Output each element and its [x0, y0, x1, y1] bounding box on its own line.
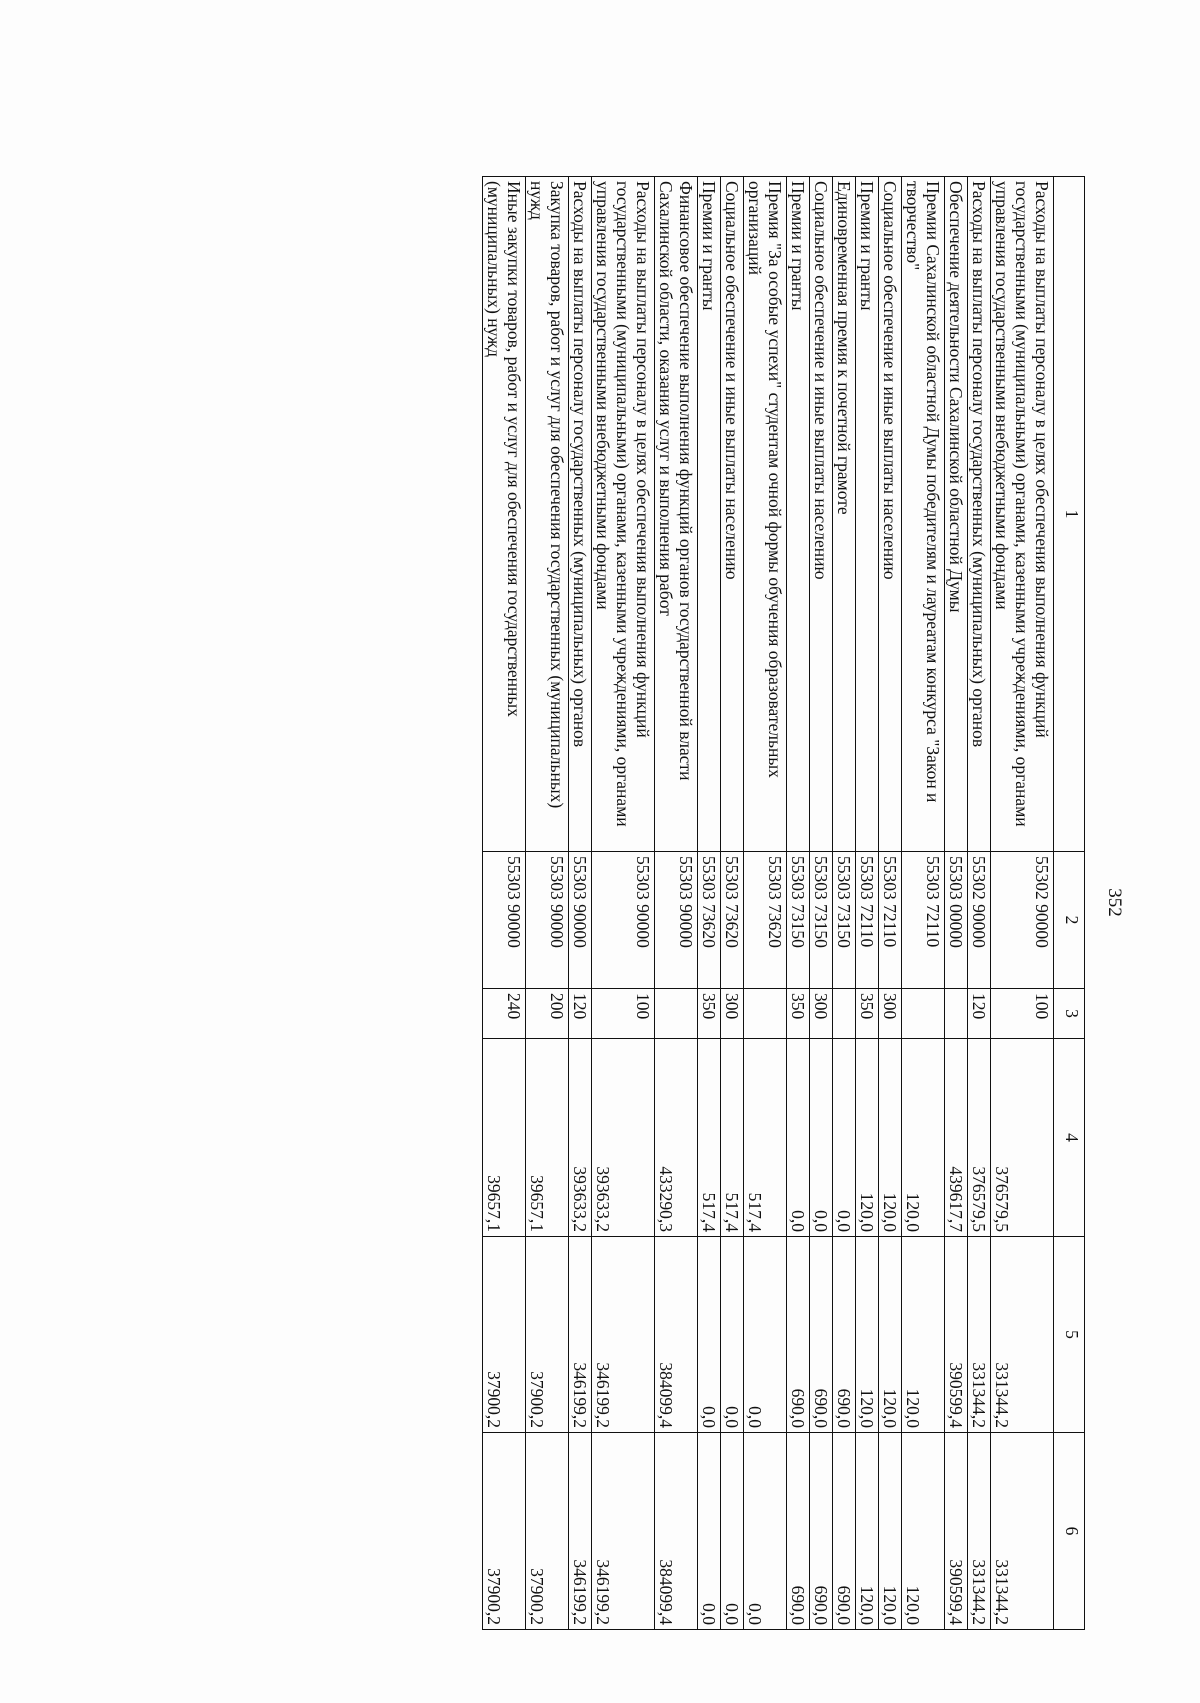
table-row	[833, 177, 856, 1630]
table-row	[655, 177, 698, 1630]
row-value-year3-cell: 37900,2	[526, 1433, 569, 1630]
row-value-year3-cell: 390599,4	[945, 1433, 968, 1630]
table-row	[698, 177, 721, 1630]
row-value-year1-cell: 120,0	[902, 1039, 945, 1237]
row-kvr-cell	[744, 989, 787, 1039]
row-value-year3-cell: 346199,2	[569, 1433, 592, 1630]
header-col-1: 1	[1054, 177, 1085, 852]
row-name-cell: Премии и гранты	[856, 177, 879, 852]
row-code-cell: 55303 73150	[787, 852, 810, 989]
row-value-year3-cell: 120,0	[856, 1433, 879, 1630]
row-value-year3-cell: 0,0	[721, 1433, 744, 1630]
row-value-year1-cell: 376579,5	[968, 1039, 991, 1237]
header-col-3: 3	[1054, 989, 1085, 1039]
row-code-cell: 55303 90000	[592, 852, 655, 989]
table-row	[856, 177, 879, 1630]
row-name-cell: Расходы на выплаты персоналу в целях обеспечения выполнения функций государственными (муниципальными) органами, казенными учреждениями, органами управления государственными внебюджетными фондами	[991, 177, 1054, 852]
row-value-year3-cell: 0,0	[744, 1433, 787, 1630]
row-value-year2-cell: 37900,2	[483, 1237, 526, 1433]
row-value-year2-cell: 346199,2	[592, 1237, 655, 1433]
row-code-cell: 55303 90000	[655, 852, 698, 989]
row-value-year2-cell: 0,0	[721, 1237, 744, 1433]
row-kvr-cell	[833, 989, 856, 1039]
table-row	[483, 177, 526, 1630]
row-value-year2-cell: 331344,2	[991, 1237, 1054, 1433]
row-name-cell: Премия "За особые успехи" студентам очной формы обучения образовательных организаций	[744, 177, 787, 852]
row-code-cell: 55303 73620	[698, 852, 721, 989]
row-value-year1-cell: 39657,1	[526, 1039, 569, 1237]
table-row	[945, 177, 968, 1630]
header-col-6: 6	[1054, 1433, 1085, 1630]
table-row	[721, 177, 744, 1630]
row-name-cell: Обеспечение деятельности Сахалинской областной Думы	[945, 177, 968, 852]
row-kvr-cell: 100	[592, 989, 655, 1039]
row-value-year2-cell: 0,0	[744, 1237, 787, 1433]
header-col-5: 5	[1054, 1237, 1085, 1433]
row-value-year1-cell: 517,4	[744, 1039, 787, 1237]
row-value-year3-cell: 346199,2	[592, 1433, 655, 1630]
row-name-cell: Социальное обеспечение и иные выплаты населению	[721, 177, 744, 852]
row-kvr-cell: 300	[879, 989, 902, 1039]
table-row	[526, 177, 569, 1630]
row-value-year1-cell: 0,0	[833, 1039, 856, 1237]
row-kvr-cell: 350	[698, 989, 721, 1039]
row-code-cell: 55303 72110	[879, 852, 902, 989]
row-value-year1-cell: 393633,2	[592, 1039, 655, 1237]
row-value-year1-cell: 0,0	[787, 1039, 810, 1237]
row-value-year2-cell: 690,0	[810, 1237, 833, 1433]
row-value-year1-cell: 39657,1	[483, 1039, 526, 1237]
table-row	[968, 177, 991, 1630]
row-value-year2-cell: 120,0	[856, 1237, 879, 1433]
row-value-year3-cell: 690,0	[787, 1433, 810, 1630]
table-row	[592, 177, 655, 1630]
row-kvr-cell: 300	[721, 989, 744, 1039]
row-kvr-cell: 350	[856, 989, 879, 1039]
row-value-year3-cell: 37900,2	[483, 1433, 526, 1630]
row-name-cell: Расходы на выплаты персоналу в целях обеспечения выполнения функций государственными (муниципальными) органами, казенными учреждениями, органами управления государственными внебюджетными фондами	[592, 177, 655, 852]
row-value-year1-cell: 433290,3	[655, 1039, 698, 1237]
row-value-year3-cell: 384099,4	[655, 1433, 698, 1630]
row-code-cell: 55303 73620	[744, 852, 787, 989]
row-value-year3-cell: 0,0	[698, 1433, 721, 1630]
row-value-year2-cell: 690,0	[833, 1237, 856, 1433]
rotated-content	[150, 176, 1125, 1629]
row-value-year3-cell: 690,0	[810, 1433, 833, 1630]
row-kvr-cell: 200	[526, 989, 569, 1039]
row-code-cell: 55303 73620	[721, 852, 744, 989]
header-col-4: 4	[1054, 1039, 1085, 1237]
row-name-cell: Единовременная премия к почетной грамоте	[833, 177, 856, 852]
row-value-year3-cell: 331344,2	[968, 1433, 991, 1630]
row-name-cell: Социальное обеспечение и иные выплаты населению	[879, 177, 902, 852]
row-value-year1-cell: 439617,7	[945, 1039, 968, 1237]
row-kvr-cell: 350	[787, 989, 810, 1039]
row-code-cell: 55302 90000	[968, 852, 991, 989]
row-kvr-cell: 120	[968, 989, 991, 1039]
row-value-year2-cell: 384099,4	[655, 1237, 698, 1433]
row-code-cell: 55303 90000	[526, 852, 569, 989]
row-value-year1-cell: 120,0	[856, 1039, 879, 1237]
row-value-year2-cell: 331344,2	[968, 1237, 991, 1433]
row-name-cell: Социальное обеспечение и иные выплаты населению	[810, 177, 833, 852]
row-value-year1-cell: 376579,5	[991, 1039, 1054, 1237]
row-name-cell: Премии и гранты	[787, 177, 810, 852]
row-value-year3-cell: 331344,2	[991, 1433, 1054, 1630]
row-value-year2-cell: 120,0	[879, 1237, 902, 1433]
table-row	[810, 177, 833, 1630]
row-kvr-cell: 120	[569, 989, 592, 1039]
table-row	[879, 177, 902, 1630]
row-name-cell: Финансовое обеспечение выполнения функций органов государственной власти Сахалинской области, оказания услуг и выполнения работ	[655, 177, 698, 852]
row-value-year2-cell: 390599,4	[945, 1237, 968, 1433]
row-name-cell: Премии Сахалинской областной Думы победителям и лауреатам конкурса "Закон и творчество"	[902, 177, 945, 852]
header-col-2: 2	[1054, 852, 1085, 989]
row-value-year1-cell: 393633,2	[569, 1039, 592, 1237]
row-code-cell: 55303 72110	[856, 852, 879, 989]
row-code-cell: 55303 00000	[945, 852, 968, 989]
row-value-year2-cell: 120,0	[902, 1237, 945, 1433]
row-code-cell: 55303 73150	[810, 852, 833, 989]
row-value-year2-cell: 690,0	[787, 1237, 810, 1433]
row-name-cell: Расходы на выплаты персоналу государственных (муниципальных) органов	[569, 177, 592, 852]
row-value-year2-cell: 346199,2	[569, 1237, 592, 1433]
row-value-year1-cell: 120,0	[879, 1039, 902, 1237]
budget-table	[482, 176, 1085, 1630]
row-value-year1-cell: 517,4	[721, 1039, 744, 1237]
row-kvr-cell	[902, 989, 945, 1039]
table-row	[787, 177, 810, 1630]
table-row	[569, 177, 592, 1630]
row-value-year3-cell: 120,0	[879, 1433, 902, 1630]
row-kvr-cell: 240	[483, 989, 526, 1039]
row-value-year1-cell: 0,0	[810, 1039, 833, 1237]
table-header	[1054, 177, 1085, 1630]
row-value-year2-cell: 37900,2	[526, 1237, 569, 1433]
row-value-year2-cell: 0,0	[698, 1237, 721, 1433]
row-name-cell: Иные закупки товаров, работ и услуг для обеспечения государственных (муниципальных) нужд	[483, 177, 526, 852]
table-body	[483, 177, 1054, 1630]
row-value-year3-cell: 690,0	[833, 1433, 856, 1630]
row-kvr-cell	[945, 989, 968, 1039]
row-name-cell: Премии и гранты	[698, 177, 721, 852]
row-value-year3-cell: 120,0	[902, 1433, 945, 1630]
row-kvr-cell: 100	[991, 989, 1054, 1039]
row-value-year1-cell: 517,4	[698, 1039, 721, 1237]
table-row	[902, 177, 945, 1630]
row-kvr-cell	[655, 989, 698, 1039]
row-code-cell: 55303 90000	[569, 852, 592, 989]
page-number: 352	[1104, 888, 1125, 917]
row-kvr-cell: 300	[810, 989, 833, 1039]
row-code-cell: 55303 72110	[902, 852, 945, 989]
table-row	[744, 177, 787, 1630]
row-code-cell: 55302 90000	[991, 852, 1054, 989]
row-name-cell: Закупка товаров, работ и услуг для обеспечения государственных (муниципальных) нужд	[526, 177, 569, 852]
row-name-cell: Расходы на выплаты персоналу государственных (муниципальных) органов	[968, 177, 991, 852]
row-code-cell: 55303 90000	[483, 852, 526, 989]
table-row	[991, 177, 1054, 1630]
header-row	[1054, 177, 1085, 1630]
row-code-cell: 55303 73150	[833, 852, 856, 989]
